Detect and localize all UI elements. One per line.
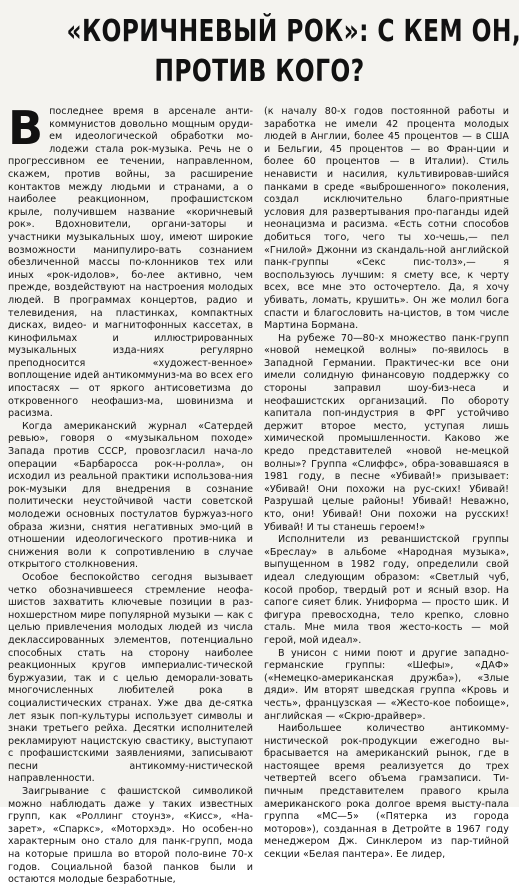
headline-line-1: «КОРИЧНЕВЫЙ РОК»: С КЕМ ОН, <box>66 14 521 49</box>
article-headline <box>12 12 521 92</box>
right-text-column <box>264 106 509 861</box>
article-paragraph: В унисон с ними поют и другие западно-германские группы: «Шефы», «ДАФ» («Немецко-американская дружба»), «Злые дяди». Им вторят шведская группа «Кровь и честь», французская — «Жесто-кое побоище», английская — «Скрю-драйвер». <box>264 647 509 722</box>
article-paragraph: Заигрывание с фашистской символикой можно наблюдать даже у таких известных групп, как «Роллинг стоунз», «Кисс», «На-зарет», «Спаркс», «Моторхэд». Но особен-но характерным оно стало для панк-групп, мода на которые пришла во второй поло-вине 70-х годов. Социальной базой панков были и остаются молодые безработные, <box>8 786 253 886</box>
headline-line-2: ПРОТИВ КОГО? <box>154 54 365 89</box>
paragraph-text: последнее время в арсенале анти-коммунистов довольно мощным оруди-ем идеологической обработки мо-лодежи стала рок-музыка. Речь не о прогрессивном ее течении, направленном, скажем, против войны, за расширение контактов между людьми и странами, а о наиболее реакционном, профашистском крыле, получившем название «коричневый рок». Вдохновители, органи-заторы и участники музыкальных шоу, имеют широкие возможности манипулиро-вать сознанием обезличенной массы по-клонников тех или иных «рок-идолов», бо-лее активно, чем прежде, воздействуют на настроения молодых людей. В программах концертов, радио и телевидения, на пластинках, компактных дисках, видео- и магнитофонных кассетах, в кинофильмах и иллюстрированных музыкальных изда-ниях регулярно преподносится «художест-венное» воплощение идей антикоммуниз-ма во всех его ипостасях — от яркого антисоветизма до откровенного неофашиз-ма, шовинизма и расизма. <box>8 106 253 420</box>
article-paragraph: Наибольшее количество антикомму-нистической рок-продукции ежегодно вы-брасывается на американский рынок, где в настоящее время реализуется до трех четвертей всего объема грамзаписи. Ти-пичным представителем правого крыла американского рока долгое время высту-пала группа «МС—5» («Пятерка из города моторов»), созданная в Детройте в 1967 году менеджером Дж. Синклером из пар-тийной секции «Белая пантера». Ее лидер, <box>264 723 509 861</box>
article-paragraph: (к началу 80-х годов постоянной работы и заработка не имели 42 процента молодых людей в Англии, более 45 процентов — в США и Бельгии, 45 процентов — во Фран-ции и более 60 процентов — в Италии). Стиль ненависти и насилия, культивировав-шийся панками в среде «выброшенного» поколения, создал исключительно благо-приятные условия для развертывания про-паганды идей неонацизма и расизма. «Есть сотни способов добиться того, чего ты хо-чешь,— пел «Гнилой» Джонни из скандаль-ной английской панк-группы «Секс пис-толз»,— я воспользуюсь лучшим: я смету все, к черту всех, все мне это осточертело. Да, я хочу убивать, ломать, крушить». Он же молил бога спасти и благословить на-цистов, в том числе Мартина Бормана. <box>264 106 509 332</box>
article-paragraph: На рубеже 70—80-х множество панк-групп «новой немецкой волны» по-явилось в Западной Германии. Практичес-ки все они имели солидную финансовую поддержку со стороны заправил шоу-биз-неса и неофашистских организаций. По обороту капитала поп-индустрия в ФРГ устойчиво держит второе место, уступая лишь химической промышленности. Каково же кредо представителей «новой не-мецкой волны»? Группа «Слиффс», обра-зовавшаяся в 1981 году, в песне «Убивай!» призывает: «Убивай! Они похожи на рус-ских! Убивай! Разрушай целые районы! Убивай! Неважно, кто, они! Убивай! Они похожи на русских! Убивай! И ты станешь героем!» <box>264 332 509 533</box>
article-paragraph <box>8 101 253 421</box>
article-paragraph: Исполнители из реваншистской группы «Бреслау» в альбоме «Народная музыка», выпущенном в 1982 году, определили свой идеал следующим образом: «Светлый чуб, косой пробор, твердый рот и ясный взор. На сапоге сияет блик. Униформа — просто шик. И фигура превосходна, тело крепко, словно сталь. Мне мила твоя жесто-кость — мой герой, мой идеал». <box>264 534 509 646</box>
article-paragraph: Особое беспокойство сегодня вызывает четко обозначившееся стремление неофа-шистов захватить ключевые позиции в раз-нохшерстном мире популярной музыки — как с целью привлечения молодых людей из числа деклассированных элементов, потенциально способных стать на сторону наиболее реакционных кругов империалис-тической буржуазии, так и с целью деморали-зовать многочисленных любителей рока в социалистических странах. Уже два де-сятка лет язык поп-культуры использует символы и знаки третьего рейха. Десятки исполнителей рекламируют нацистскую свастику, выступают с профашистскими заявлениями, записывают песни антикомму-нистической направленности. <box>8 571 253 785</box>
article-paragraph: Когда американский журнал «Сатердей ревью», говоря о «музыкальном походе» Запада против СССР, провозгласил нача-ло операции «Барбаросса рок-н-ролла», он исходил из реальной практики использова-ния рок-музыки для внедрения в сознание политически неустойчивой части советской молодежи основных постулатов буржуаз-ного образа жизни, снятия негативных эмо-ций в отношении идеологического против-ника и снижения воли к сопротивлению в случае открытого столкновения. <box>8 420 253 571</box>
drop-cap: В <box>8 101 44 155</box>
left-text-column <box>8 101 253 886</box>
